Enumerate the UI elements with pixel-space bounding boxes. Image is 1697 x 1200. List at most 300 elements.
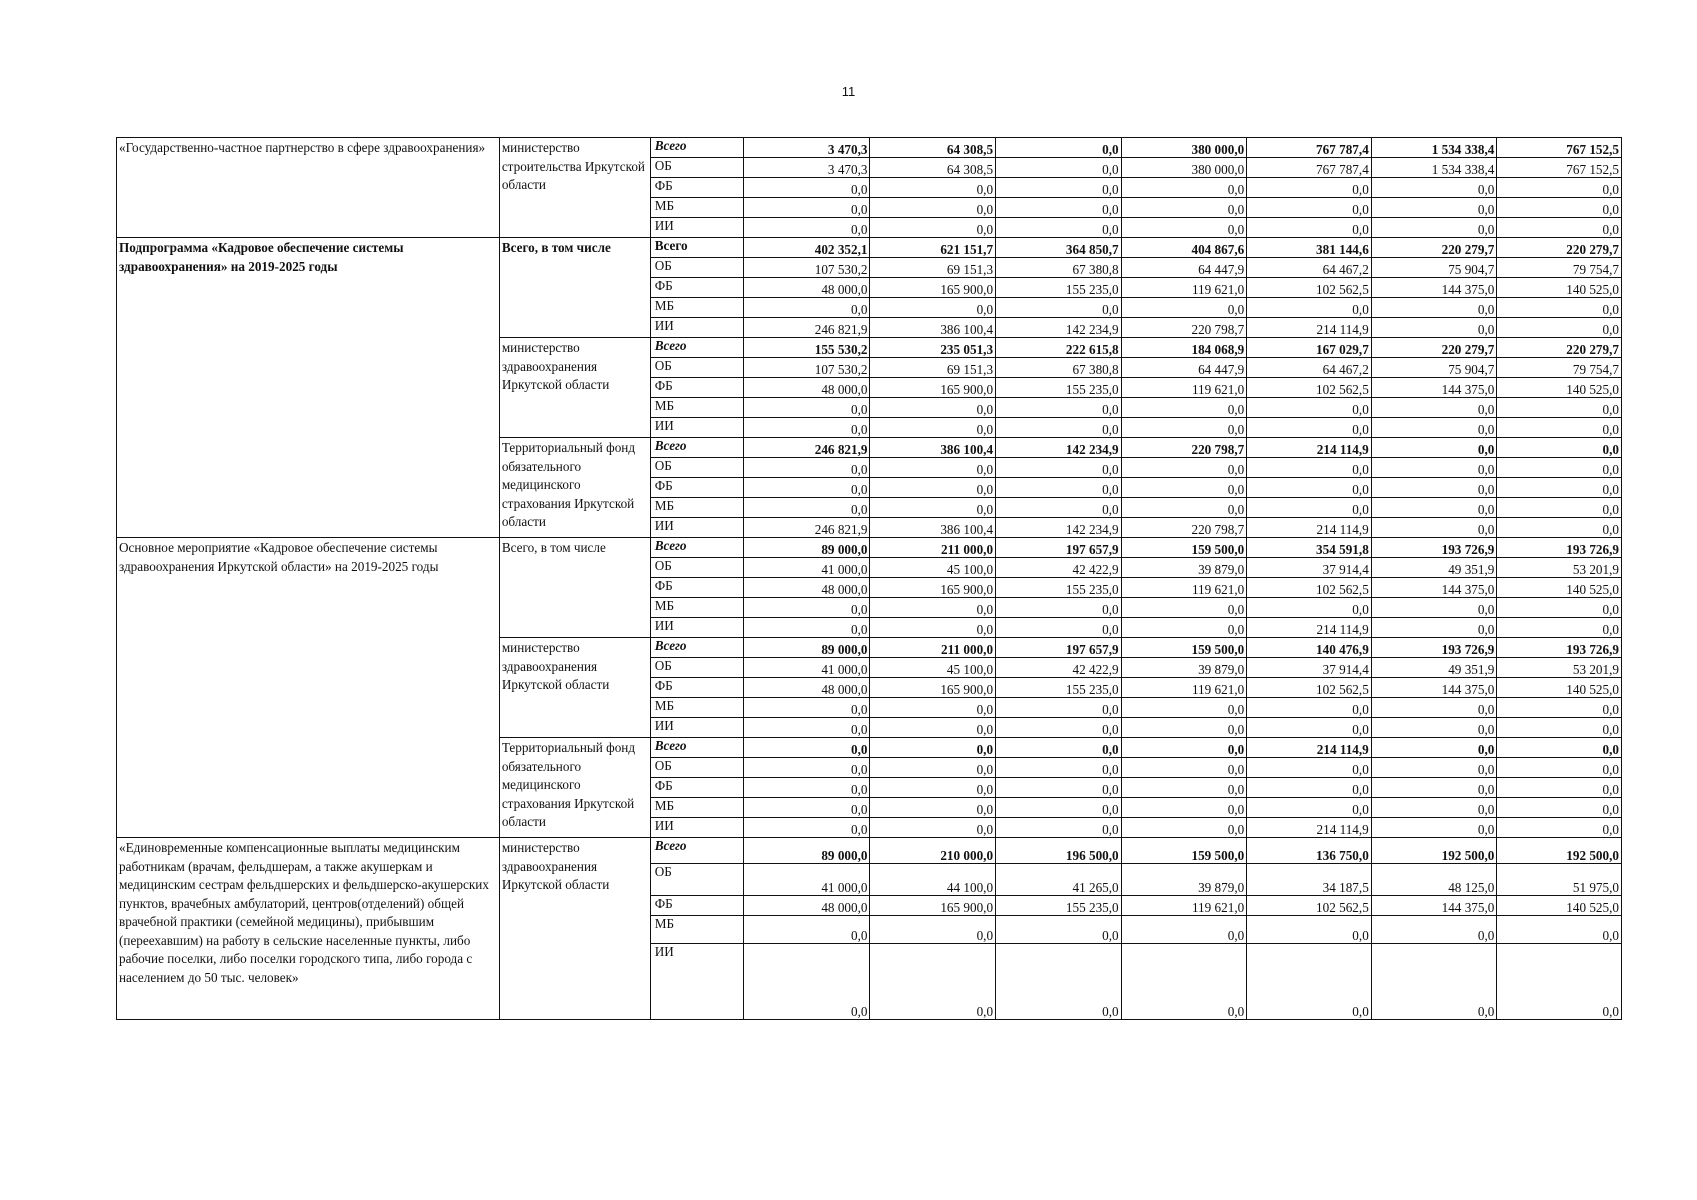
amount-cell: 142 234,9 [996, 518, 1122, 538]
amount-cell: 107 530,2 [743, 258, 870, 278]
amount-cell: 67 380,8 [996, 258, 1122, 278]
amount-cell: 0,0 [1121, 718, 1247, 738]
amount-cell: 140 525,0 [1497, 578, 1622, 598]
amount-cell: 155 235,0 [996, 896, 1122, 916]
amount-cell: 0,0 [1371, 698, 1497, 718]
amount-cell: 0,0 [1247, 718, 1372, 738]
funding-source: ОБ [650, 158, 743, 178]
amount-cell: 184 068,9 [1121, 338, 1247, 358]
amount-cell: 0,0 [996, 158, 1122, 178]
amount-cell: 0,0 [1247, 478, 1372, 498]
amount-cell: 69 151,3 [870, 358, 996, 378]
amount-cell: 41 265,0 [996, 864, 1122, 896]
amount-cell: 64 447,9 [1121, 358, 1247, 378]
item-name: Основное мероприятие «Кадровое обеспечение системы здравоохранения Иркутской области» на 2019-2025 годы [117, 538, 500, 838]
amount-cell: 621 151,7 [870, 238, 996, 258]
amount-cell: 0,0 [870, 758, 996, 778]
amount-cell: 0,0 [996, 198, 1122, 218]
funding-source: ФБ [650, 778, 743, 798]
amount-cell: 159 500,0 [1121, 838, 1247, 864]
amount-cell: 0,0 [870, 944, 996, 1020]
amount-cell: 102 562,5 [1247, 896, 1372, 916]
amount-cell: 0,0 [1497, 178, 1622, 198]
amount-cell: 144 375,0 [1371, 378, 1497, 398]
amount-cell: 140 525,0 [1497, 278, 1622, 298]
amount-cell: 0,0 [1121, 598, 1247, 618]
amount-cell: 0,0 [1371, 818, 1497, 838]
amount-cell: 767 152,5 [1497, 158, 1622, 178]
amount-cell: 193 726,9 [1497, 538, 1622, 558]
amount-cell: 0,0 [996, 398, 1122, 418]
amount-cell: 246 821,9 [743, 318, 870, 338]
amount-cell: 155 530,2 [743, 338, 870, 358]
amount-cell: 404 867,6 [1121, 238, 1247, 258]
amount-cell: 235 051,3 [870, 338, 996, 358]
amount-cell: 0,0 [743, 778, 870, 798]
amount-cell: 0,0 [1121, 944, 1247, 1020]
amount-cell: 0,0 [996, 478, 1122, 498]
amount-cell: 49 351,9 [1371, 558, 1497, 578]
amount-cell: 0,0 [1497, 758, 1622, 778]
amount-cell: 155 235,0 [996, 278, 1122, 298]
amount-cell: 39 879,0 [1121, 558, 1247, 578]
funding-source: ИИ [650, 418, 743, 438]
amount-cell: 0,0 [1497, 818, 1622, 838]
amount-cell: 0,0 [996, 916, 1122, 944]
amount-cell: 49 351,9 [1371, 658, 1497, 678]
amount-cell: 0,0 [1497, 718, 1622, 738]
funding-source: МБ [650, 498, 743, 518]
amount-cell: 380 000,0 [1121, 158, 1247, 178]
amount-cell: 48 000,0 [743, 678, 870, 698]
amount-cell: 0,0 [996, 758, 1122, 778]
amount-cell: 0,0 [996, 178, 1122, 198]
funding-source: ИИ [650, 218, 743, 238]
amount-cell: 0,0 [1121, 698, 1247, 718]
amount-cell: 0,0 [1497, 398, 1622, 418]
amount-cell: 0,0 [1371, 778, 1497, 798]
amount-cell: 0,0 [1497, 916, 1622, 944]
amount-cell: 0,0 [743, 598, 870, 618]
amount-cell: 0,0 [1371, 198, 1497, 218]
amount-cell: 0,0 [1121, 458, 1247, 478]
funding-source: ОБ [650, 558, 743, 578]
funding-source: ИИ [650, 818, 743, 838]
funding-source: Всего [650, 138, 743, 158]
amount-cell: 0,0 [743, 398, 870, 418]
amount-cell: 214 114,9 [1247, 518, 1372, 538]
responsible-executor: Всего, в том числе [499, 238, 650, 338]
amount-cell: 0,0 [996, 218, 1122, 238]
amount-cell: 197 657,9 [996, 538, 1122, 558]
table-row [117, 538, 1622, 558]
amount-cell: 89 000,0 [743, 538, 870, 558]
amount-cell: 0,0 [1371, 418, 1497, 438]
amount-cell: 220 279,7 [1497, 238, 1622, 258]
amount-cell: 214 114,9 [1247, 818, 1372, 838]
responsible-executor: министерство строительства Иркутской области [499, 138, 650, 238]
amount-cell: 142 234,9 [996, 318, 1122, 338]
amount-cell: 0,0 [1497, 698, 1622, 718]
amount-cell: 0,0 [1371, 798, 1497, 818]
amount-cell: 0,0 [996, 944, 1122, 1020]
amount-cell: 0,0 [1497, 618, 1622, 638]
amount-cell: 144 375,0 [1371, 578, 1497, 598]
amount-cell: 51 975,0 [1497, 864, 1622, 896]
amount-cell: 0,0 [870, 798, 996, 818]
amount-cell: 0,0 [1121, 916, 1247, 944]
amount-cell: 0,0 [1247, 778, 1372, 798]
amount-cell: 0,0 [1371, 218, 1497, 238]
amount-cell: 0,0 [743, 178, 870, 198]
amount-cell: 246 821,9 [743, 438, 870, 458]
amount-cell: 0,0 [1497, 458, 1622, 478]
amount-cell: 0,0 [743, 718, 870, 738]
amount-cell: 197 657,9 [996, 638, 1122, 658]
amount-cell: 386 100,4 [870, 518, 996, 538]
amount-cell: 144 375,0 [1371, 896, 1497, 916]
funding-source: МБ [650, 916, 743, 944]
amount-cell: 0,0 [1497, 198, 1622, 218]
amount-cell: 0,0 [870, 598, 996, 618]
amount-cell: 48 000,0 [743, 896, 870, 916]
amount-cell: 192 500,0 [1371, 838, 1497, 864]
amount-cell: 48 125,0 [1371, 864, 1497, 896]
amount-cell: 0,0 [1497, 218, 1622, 238]
table-row [117, 138, 1622, 158]
responsible-executor: министерство здравоохранения Иркутской области [499, 638, 650, 738]
amount-cell: 0,0 [743, 478, 870, 498]
amount-cell: 119 621,0 [1121, 678, 1247, 698]
amount-cell: 222 615,8 [996, 338, 1122, 358]
funding-source: ИИ [650, 318, 743, 338]
amount-cell: 64 308,5 [870, 158, 996, 178]
funding-source: Всего [650, 838, 743, 864]
amount-cell: 165 900,0 [870, 278, 996, 298]
amount-cell: 0,0 [1497, 298, 1622, 318]
amount-cell: 767 152,5 [1497, 138, 1622, 158]
amount-cell: 0,0 [1121, 418, 1247, 438]
amount-cell: 0,0 [1371, 944, 1497, 1020]
responsible-executor: Территориальный фонд обязательного медицинского страхования Иркутской области [499, 738, 650, 838]
amount-cell: 0,0 [870, 738, 996, 758]
amount-cell: 0,0 [996, 298, 1122, 318]
amount-cell: 155 235,0 [996, 678, 1122, 698]
amount-cell: 44 100,0 [870, 864, 996, 896]
amount-cell: 0,0 [743, 198, 870, 218]
funding-source: ИИ [650, 618, 743, 638]
amount-cell: 102 562,5 [1247, 378, 1372, 398]
responsible-executor: министерство здравоохранения Иркутской области [499, 338, 650, 438]
amount-cell: 67 380,8 [996, 358, 1122, 378]
amount-cell: 0,0 [870, 916, 996, 944]
amount-cell: 0,0 [1121, 778, 1247, 798]
amount-cell: 0,0 [1247, 418, 1372, 438]
item-name: «Государственно-частное партнерство в сфере здравоохранения» [117, 138, 500, 238]
amount-cell: 196 500,0 [996, 838, 1122, 864]
amount-cell: 0,0 [743, 818, 870, 838]
amount-cell: 0,0 [1497, 498, 1622, 518]
amount-cell: 0,0 [1247, 298, 1372, 318]
amount-cell: 0,0 [1121, 758, 1247, 778]
page-number: 11 [841, 84, 856, 99]
funding-source: ОБ [650, 358, 743, 378]
amount-cell: 48 000,0 [743, 378, 870, 398]
amount-cell: 53 201,9 [1497, 558, 1622, 578]
amount-cell: 0,0 [1121, 498, 1247, 518]
amount-cell: 0,0 [1371, 478, 1497, 498]
amount-cell: 0,0 [1247, 198, 1372, 218]
amount-cell: 192 500,0 [1497, 838, 1622, 864]
amount-cell: 140 525,0 [1497, 896, 1622, 916]
amount-cell: 0,0 [996, 498, 1122, 518]
amount-cell: 0,0 [1371, 318, 1497, 338]
funding-source: МБ [650, 598, 743, 618]
amount-cell: 0,0 [996, 458, 1122, 478]
amount-cell: 0,0 [996, 798, 1122, 818]
amount-cell: 0,0 [1121, 398, 1247, 418]
amount-cell: 0,0 [1371, 738, 1497, 758]
amount-cell: 89 000,0 [743, 638, 870, 658]
amount-cell: 0,0 [1121, 218, 1247, 238]
funding-source: ФБ [650, 678, 743, 698]
amount-cell: 0,0 [743, 418, 870, 438]
amount-cell: 0,0 [743, 916, 870, 944]
amount-cell: 0,0 [743, 758, 870, 778]
amount-cell: 159 500,0 [1121, 538, 1247, 558]
amount-cell: 0,0 [1121, 298, 1247, 318]
amount-cell: 75 904,7 [1371, 358, 1497, 378]
amount-cell: 0,0 [1121, 178, 1247, 198]
amount-cell: 3 470,3 [743, 138, 870, 158]
funding-source: ФБ [650, 578, 743, 598]
amount-cell: 37 914,4 [1247, 658, 1372, 678]
funding-source: ОБ [650, 258, 743, 278]
amount-cell: 211 000,0 [870, 538, 996, 558]
amount-cell: 45 100,0 [870, 558, 996, 578]
amount-cell: 381 144,6 [1247, 238, 1372, 258]
amount-cell: 0,0 [996, 418, 1122, 438]
funding-source: ФБ [650, 896, 743, 916]
responsible-executor: Всего, в том числе [499, 538, 650, 638]
amount-cell: 0,0 [1121, 798, 1247, 818]
amount-cell: 0,0 [870, 298, 996, 318]
amount-cell: 193 726,9 [1371, 538, 1497, 558]
amount-cell: 64 308,5 [870, 138, 996, 158]
amount-cell: 42 422,9 [996, 658, 1122, 678]
amount-cell: 0,0 [870, 718, 996, 738]
amount-cell: 0,0 [1371, 718, 1497, 738]
amount-cell: 64 447,9 [1121, 258, 1247, 278]
amount-cell: 214 114,9 [1247, 438, 1372, 458]
amount-cell: 220 279,7 [1497, 338, 1622, 358]
amount-cell: 48 000,0 [743, 278, 870, 298]
amount-cell: 64 467,2 [1247, 358, 1372, 378]
responsible-executor: Территориальный фонд обязательного медицинского страхования Иркутской области [499, 438, 650, 538]
amount-cell: 144 375,0 [1371, 278, 1497, 298]
responsible-executor: министерство здравоохранения Иркутской области [499, 838, 650, 1020]
amount-cell: 0,0 [870, 698, 996, 718]
funding-source: МБ [650, 198, 743, 218]
amount-cell: 42 422,9 [996, 558, 1122, 578]
amount-cell: 0,0 [870, 418, 996, 438]
amount-cell: 0,0 [1371, 498, 1497, 518]
amount-cell: 79 754,7 [1497, 258, 1622, 278]
amount-cell: 39 879,0 [1121, 864, 1247, 896]
funding-source: МБ [650, 298, 743, 318]
funding-source: ИИ [650, 944, 743, 1020]
amount-cell: 210 000,0 [870, 838, 996, 864]
funding-source: МБ [650, 798, 743, 818]
amount-cell: 0,0 [743, 798, 870, 818]
funding-source: ФБ [650, 378, 743, 398]
amount-cell: 140 525,0 [1497, 378, 1622, 398]
amount-cell: 211 000,0 [870, 638, 996, 658]
amount-cell: 64 467,2 [1247, 258, 1372, 278]
amount-cell: 0,0 [996, 818, 1122, 838]
amount-cell: 380 000,0 [1121, 138, 1247, 158]
amount-cell: 0,0 [1121, 478, 1247, 498]
amount-cell: 0,0 [870, 458, 996, 478]
amount-cell: 140 476,9 [1247, 638, 1372, 658]
amount-cell: 0,0 [1247, 698, 1372, 718]
amount-cell: 0,0 [870, 498, 996, 518]
funding-source: Всего [650, 238, 743, 258]
amount-cell: 0,0 [743, 218, 870, 238]
amount-cell: 0,0 [1247, 798, 1372, 818]
funding-source: Всего [650, 438, 743, 458]
amount-cell: 0,0 [743, 944, 870, 1020]
amount-cell: 0,0 [870, 778, 996, 798]
amount-cell: 159 500,0 [1121, 638, 1247, 658]
funding-source: ОБ [650, 458, 743, 478]
item-name: Подпрограмма «Кадровое обеспечение системы здравоохранения» на 2019-2025 годы [117, 238, 500, 538]
amount-cell: 0,0 [1247, 598, 1372, 618]
amount-cell: 767 787,4 [1247, 138, 1372, 158]
amount-cell: 0,0 [1121, 738, 1247, 758]
amount-cell: 89 000,0 [743, 838, 870, 864]
amount-cell: 0,0 [1371, 438, 1497, 458]
amount-cell: 0,0 [743, 618, 870, 638]
amount-cell: 386 100,4 [870, 438, 996, 458]
amount-cell: 220 798,7 [1121, 318, 1247, 338]
amount-cell: 0,0 [1371, 398, 1497, 418]
table-row [117, 238, 1622, 258]
amount-cell: 0,0 [1247, 218, 1372, 238]
amount-cell: 119 621,0 [1121, 378, 1247, 398]
amount-cell: 34 187,5 [1247, 864, 1372, 896]
amount-cell: 155 235,0 [996, 578, 1122, 598]
item-name: «Единовременные компенсационные выплаты медицинским работникам (врачам, фельдшерам, а также акушеркам и медицинским сестрам фельдшерских и фельдшерско-акушерских пунктов, врачебных амбулаторий, центров(отделений) общей врачебной практики (семейной медицины), прибывшим (переехавшим) на работу в сельские населенные пункты, либо рабочие поселки, либо поселки городского типа, либо города с населением до 50 тыс. человек» [117, 838, 500, 1020]
amount-cell: 0,0 [1497, 738, 1622, 758]
amount-cell: 39 879,0 [1121, 658, 1247, 678]
funding-source: Всего [650, 538, 743, 558]
amount-cell: 69 151,3 [870, 258, 996, 278]
funding-source: ОБ [650, 758, 743, 778]
amount-cell: 220 279,7 [1371, 238, 1497, 258]
amount-cell: 0,0 [996, 138, 1122, 158]
amount-cell: 107 530,2 [743, 358, 870, 378]
funding-table [116, 137, 1622, 1020]
amount-cell: 0,0 [996, 718, 1122, 738]
amount-cell: 0,0 [1371, 458, 1497, 478]
amount-cell: 167 029,7 [1247, 338, 1372, 358]
amount-cell: 0,0 [1121, 618, 1247, 638]
amount-cell: 220 798,7 [1121, 518, 1247, 538]
amount-cell: 0,0 [1497, 778, 1622, 798]
amount-cell: 0,0 [870, 178, 996, 198]
amount-cell: 45 100,0 [870, 658, 996, 678]
funding-source: ОБ [650, 864, 743, 896]
amount-cell: 0,0 [1371, 178, 1497, 198]
amount-cell: 386 100,4 [870, 318, 996, 338]
amount-cell: 0,0 [1247, 944, 1372, 1020]
amount-cell: 0,0 [1371, 298, 1497, 318]
amount-cell: 0,0 [1247, 758, 1372, 778]
amount-cell: 0,0 [870, 198, 996, 218]
amount-cell: 0,0 [996, 698, 1122, 718]
amount-cell: 402 352,1 [743, 238, 870, 258]
funding-source: МБ [650, 698, 743, 718]
amount-cell: 165 900,0 [870, 896, 996, 916]
amount-cell: 102 562,5 [1247, 278, 1372, 298]
amount-cell: 0,0 [1497, 518, 1622, 538]
amount-cell: 0,0 [1121, 198, 1247, 218]
funding-source: ФБ [650, 178, 743, 198]
amount-cell: 0,0 [1371, 598, 1497, 618]
amount-cell: 193 726,9 [1497, 638, 1622, 658]
amount-cell: 1 534 338,4 [1371, 158, 1497, 178]
amount-cell: 0,0 [1497, 798, 1622, 818]
funding-source: ИИ [650, 718, 743, 738]
funding-source: Всего [650, 338, 743, 358]
amount-cell: 48 000,0 [743, 578, 870, 598]
funding-source: Всего [650, 638, 743, 658]
amount-cell: 3 470,3 [743, 158, 870, 178]
amount-cell: 0,0 [1247, 498, 1372, 518]
amount-cell: 0,0 [743, 498, 870, 518]
amount-cell: 193 726,9 [1371, 638, 1497, 658]
amount-cell: 41 000,0 [743, 658, 870, 678]
amount-cell: 0,0 [1497, 438, 1622, 458]
amount-cell: 79 754,7 [1497, 358, 1622, 378]
amount-cell: 767 787,4 [1247, 158, 1372, 178]
amount-cell: 246 821,9 [743, 518, 870, 538]
amount-cell: 0,0 [1247, 178, 1372, 198]
amount-cell: 37 914,4 [1247, 558, 1372, 578]
amount-cell: 1 534 338,4 [1371, 138, 1497, 158]
amount-cell: 0,0 [996, 778, 1122, 798]
amount-cell: 0,0 [870, 218, 996, 238]
amount-cell: 155 235,0 [996, 378, 1122, 398]
amount-cell: 0,0 [1247, 398, 1372, 418]
amount-cell: 0,0 [743, 458, 870, 478]
funding-source: Всего [650, 738, 743, 758]
amount-cell: 142 234,9 [996, 438, 1122, 458]
amount-cell: 0,0 [1497, 944, 1622, 1020]
amount-cell: 0,0 [743, 738, 870, 758]
funding-source: ИИ [650, 518, 743, 538]
amount-cell: 41 000,0 [743, 864, 870, 896]
amount-cell: 0,0 [1371, 916, 1497, 944]
table-row [117, 838, 1622, 864]
amount-cell: 165 900,0 [870, 378, 996, 398]
amount-cell: 0,0 [870, 398, 996, 418]
amount-cell: 165 900,0 [870, 578, 996, 598]
amount-cell: 0,0 [743, 698, 870, 718]
amount-cell: 0,0 [1371, 618, 1497, 638]
amount-cell: 119 621,0 [1121, 278, 1247, 298]
